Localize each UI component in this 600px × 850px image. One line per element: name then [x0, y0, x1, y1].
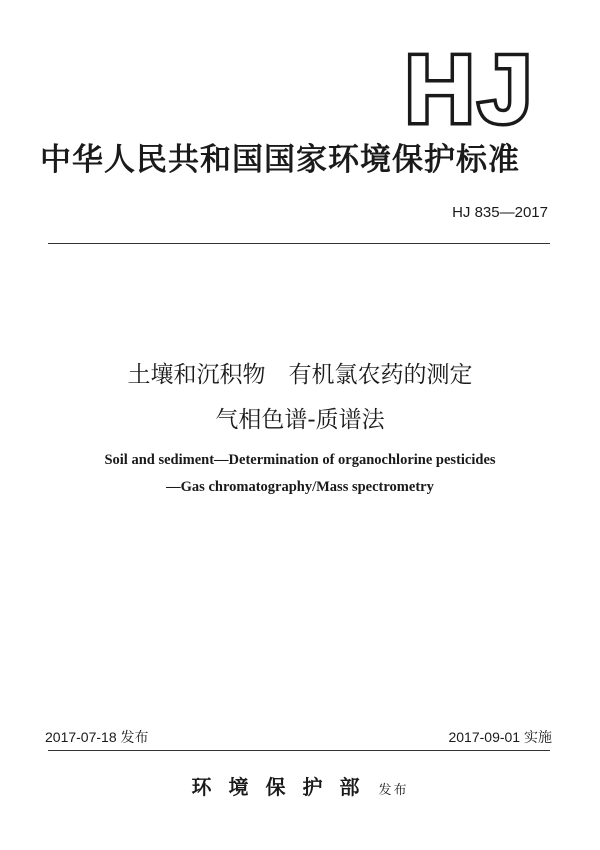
bottom-divider: [48, 750, 550, 751]
chinese-title-line-1: 土壤和沉积物 有机氯农药的测定: [127, 362, 473, 388]
standard-number: HJ 835—2017: [452, 204, 548, 221]
hj-logo: HJ: [405, 36, 536, 143]
issuer-title: 中华人民共和国国家环境保护标准: [40, 142, 520, 178]
publisher-suffix: 发布: [378, 783, 409, 798]
english-title-line-2: —Gas chromatography/Mass spectrometry: [166, 479, 434, 495]
issue-date: 2017-07-18 发布: [45, 729, 149, 745]
implementation-date: 2017-09-01 实施: [448, 729, 552, 745]
publisher-name: 环境保护部: [191, 775, 377, 799]
chinese-title-line-2: 气相色谱-质谱法: [215, 407, 385, 433]
top-divider: [48, 243, 550, 244]
english-title-line-1: Soil and sediment—Determination of organochlorine pesticides: [104, 452, 496, 468]
publisher: [0, 773, 600, 805]
